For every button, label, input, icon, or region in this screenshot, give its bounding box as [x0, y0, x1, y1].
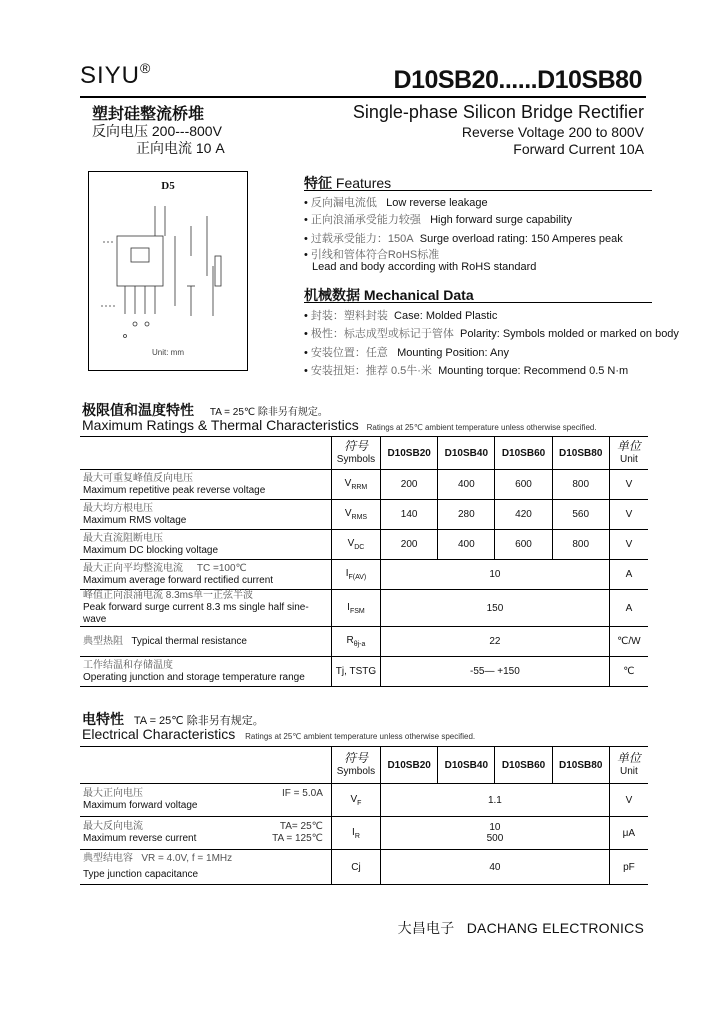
features-rule [304, 190, 652, 191]
row-desc-cn-text: 最大正向电压 [83, 788, 143, 799]
row-sym-sub: F [357, 799, 362, 807]
table-header-row [80, 437, 648, 470]
header-symbols-cn: 符号 [343, 751, 368, 765]
table-row [80, 627, 648, 657]
row-description [80, 530, 331, 560]
row-condition: TC =100℃ [196, 562, 247, 574]
feature-cn: 引线和管体符合RoHS标准 [310, 249, 440, 261]
row-desc-cn: 峰值正向浪涌电流 8.3ms单一正弦半波 [83, 590, 254, 601]
row-desc-cn: 工作结温和存储温度 [83, 659, 173, 671]
row-value: 420 [495, 500, 552, 530]
package-unit-note: Unit: mm [152, 348, 184, 357]
row-sym-sub: θj-a [353, 641, 366, 648]
row-desc-en: Maximum forward voltage [83, 800, 198, 811]
cn-reverse-voltage: 反向电压 200---800V [92, 123, 222, 139]
max-ratings-title-en: Maximum Ratings & Thermal Characteristics [82, 417, 359, 433]
row-sym-sub: R [354, 832, 360, 840]
row-sym-sub: RMS [351, 514, 368, 521]
row-symbol [331, 530, 380, 560]
row-desc-cn: 最大可重复峰值反向电压 [83, 472, 193, 484]
max-ratings-note-en: Ratings at 25℃ ambient temperature unless otherwise specified. [366, 423, 597, 432]
row-description [80, 784, 331, 817]
row-desc-en: Maximum DC blocking voltage [83, 544, 219, 556]
mechanical-item: • 极性：标志成型或标记于管体 Polarity: Symbols molded or marked on body [304, 328, 679, 340]
mechanical-heading-en: Mechanical Data [363, 287, 474, 303]
row-value: 600 [495, 470, 552, 500]
header-d10sb80: D10SB80 [552, 747, 609, 784]
row-desc-cn: 典型热阻 [83, 635, 123, 647]
row-description [80, 657, 331, 687]
header-symbols [331, 437, 380, 470]
header-unit [609, 747, 648, 784]
company-name-cn: 大昌电子 [397, 920, 455, 936]
header-d10sb20: D10SB20 [381, 437, 438, 470]
row-symbol: Cj [331, 850, 380, 885]
row-symbol [331, 627, 380, 657]
row-value-span: 10 [381, 560, 610, 590]
row-description [80, 850, 331, 885]
row-sym: V [347, 538, 355, 549]
mechanical-en: Mounting Position: Any [397, 347, 509, 359]
table-row [80, 817, 648, 850]
electrical-note-en: Ratings at 25℃ ambient temperature unless otherwise specified. [245, 732, 476, 741]
header-d10sb60: D10SB60 [495, 437, 552, 470]
mechanical-cn: 安装扭矩：推荐 0.5牛·米 [310, 365, 432, 377]
row-sym-sub: F(AV) [348, 574, 367, 581]
cn-title: 塑封硅整流桥堆 [92, 106, 205, 123]
row-value-1: 10 [489, 822, 501, 833]
feature-item: • 正向浪涌承受能力较强 High forward surge capability [304, 214, 572, 226]
header-blank [80, 747, 331, 784]
row-desc-en [83, 833, 329, 845]
row-unit: V [609, 784, 648, 817]
header-d10sb40: D10SB40 [438, 437, 495, 470]
mechanical-en: Polarity: Symbols molded or marked on body [460, 328, 679, 340]
mechanical-item: • 封装：塑料封装 Case: Molded Plastic [304, 310, 498, 322]
feature-cn: 过载承受能力：150A [310, 233, 414, 245]
header-d10sb20: D10SB20 [381, 747, 438, 784]
package-label: D5 [161, 180, 175, 192]
mechanical-heading-cn: 机械数据 [304, 287, 360, 303]
row-value: 800 [552, 530, 609, 560]
row-value-2: 500 [486, 833, 504, 844]
brand-name: SIYU [80, 62, 141, 89]
feature-item: • 过载承受能力：150A Surge overload rating: 150 Amperes peak [304, 233, 623, 245]
header-unit-cn: 单位 [616, 751, 641, 765]
row-symbol [331, 817, 380, 850]
row-unit: ℃ [609, 657, 648, 687]
row-unit: A [609, 560, 648, 590]
row-unit: V [609, 500, 648, 530]
header-symbols-cn: 符号 [343, 439, 368, 453]
package-outline-diagram [95, 196, 241, 346]
mechanical-cn: 封装：塑料封装 [310, 310, 388, 322]
header-d10sb80: D10SB80 [552, 437, 609, 470]
row-sym: I [352, 826, 355, 838]
feature-en: Surge overload rating: 150 Amperes peak [419, 233, 623, 245]
mechanical-cn: 安装位置：任意 [310, 347, 388, 359]
row-desc-en: Type junction capacitance [83, 869, 199, 880]
row-desc-cn [83, 821, 329, 833]
max-ratings-note-cn: TA = 25℃ 除非另有规定。 [209, 407, 328, 418]
row-condition: VR = 4.0V, f = 1MHz [141, 853, 233, 864]
table-header-row [80, 747, 648, 784]
feature-cn: 反向漏电流低 [310, 197, 377, 209]
header-blank [80, 437, 331, 470]
row-desc-cn [83, 563, 329, 575]
en-forward-current: Forward Current 10A [513, 141, 644, 157]
electrical-heading-en [82, 726, 475, 742]
row-symbol [331, 500, 380, 530]
row-unit: pF [609, 850, 648, 885]
row-condition: TA= 25℃ [279, 821, 323, 832]
en-title: Single-phase Silicon Bridge Rectifier [352, 102, 644, 122]
row-sym: I [347, 601, 350, 613]
row-value-span: 1.1 [381, 784, 610, 817]
row-sym: V [350, 793, 358, 805]
row-description [80, 500, 331, 530]
header-unit-en: Unit [620, 766, 638, 777]
row-sym-sub: FSM [349, 607, 365, 615]
header-unit [609, 437, 648, 470]
features-heading-cn: 特征 [304, 175, 332, 191]
row-unit: ℃/W [609, 627, 648, 657]
header-unit-cn: 单位 [616, 439, 641, 453]
row-desc-cn-text: 典型结电容 [83, 853, 133, 864]
mechanical-en: Case: Molded Plastic [394, 310, 498, 322]
row-value: 800 [552, 470, 609, 500]
row-value-span: 40 [381, 850, 610, 885]
row-sym: V [344, 478, 352, 489]
row-value-span: 150 [381, 590, 610, 627]
company-footer [398, 918, 644, 938]
row-desc-cn [83, 788, 329, 800]
row-condition-2: TA = 125℃ [272, 833, 323, 844]
feature-en: High forward surge capability [430, 214, 572, 226]
mechanical-en: Mounting torque: Recommend 0.5 N·m [438, 365, 629, 377]
row-value-span: 22 [381, 627, 610, 657]
en-reverse-voltage: Reverse Voltage 200 to 800V [461, 124, 644, 140]
table-row [80, 560, 648, 590]
max-ratings-title-cn: 极限值和温度特性 [82, 402, 194, 418]
row-desc-cn: 最大均方根电压 [83, 502, 153, 514]
row-desc-cn [83, 853, 329, 865]
row-unit: A [609, 590, 648, 627]
row-desc-en: Maximum repetitive peak reverse voltage [83, 484, 266, 496]
row-desc-en: Maximum RMS voltage [83, 514, 187, 526]
brand-logo [80, 62, 151, 90]
table-row [80, 657, 648, 687]
row-sym: V [344, 508, 352, 519]
electrical-title-cn: 电特性 [82, 711, 124, 727]
electrical-note-cn: TA = 25℃ 除非另有规定。 [133, 715, 264, 727]
row-condition: IF = 5.0A [282, 788, 323, 799]
row-unit: V [609, 530, 648, 560]
row-sym-sub: DC [354, 544, 365, 551]
mechanical-item: • 安装扭矩：推荐 0.5牛·米 Mounting torque: Recommend 0.5 N·m [304, 365, 629, 377]
row-description [80, 560, 331, 590]
header-d10sb60: D10SB60 [495, 747, 552, 784]
row-desc-en: Maximum average forward rectified current [83, 574, 274, 586]
table-row [80, 590, 648, 627]
row-desc-en: Typical thermal resistance [131, 635, 247, 647]
header-unit-en: Unit [620, 454, 638, 465]
row-description [80, 627, 331, 657]
header-symbols-en: Symbols [336, 454, 376, 465]
cn-forward-current: 正向电流 10 A [136, 140, 225, 156]
part-range: D10SB20......D10SB80 [393, 66, 642, 94]
row-value: 280 [438, 500, 495, 530]
max-ratings-table [80, 436, 648, 687]
row-symbol: Tj, TSTG [331, 657, 380, 687]
row-value-span: -55— +150 [381, 657, 610, 687]
table-row [80, 500, 648, 530]
row-sym: I [345, 568, 349, 579]
row-value: 200 [381, 530, 438, 560]
row-desc-cn-text: 最大正向平均整流电流 [83, 562, 183, 574]
mechanical-rule [304, 302, 652, 303]
row-unit: μA [609, 817, 648, 850]
mechanical-item: • 安装位置：任意 Mounting Position: Any [304, 347, 509, 359]
features-heading-en: Features [335, 175, 392, 191]
row-sym-sub: RRM [351, 484, 368, 491]
header-rule [80, 96, 646, 98]
table-row [80, 784, 648, 817]
package-drawing [88, 171, 248, 371]
row-description [80, 470, 331, 500]
row-value: 400 [438, 530, 495, 560]
header-d10sb40: D10SB40 [438, 747, 495, 784]
feature-item: • 反向漏电流低 Low reverse leakage [304, 197, 488, 209]
max-ratings-heading-en [82, 417, 597, 433]
row-symbol [331, 470, 380, 500]
row-desc-cn: 最大直流阻断电压 [83, 532, 163, 544]
registered-mark: ® [140, 60, 152, 76]
feature-cn: 正向浪涌承受能力较强 [310, 214, 421, 226]
row-value: 140 [381, 500, 438, 530]
company-name-en: DACHANG ELECTRONICS [466, 920, 644, 936]
row-value: 560 [552, 500, 609, 530]
electrical-table [80, 746, 648, 885]
row-description [80, 817, 331, 850]
mechanical-cn: 极性：标志成型或标记于管体 [310, 328, 454, 340]
row-symbol [331, 590, 380, 627]
header-symbols [331, 747, 380, 784]
row-value-span [381, 817, 610, 850]
row-desc-cn-text: 最大反向电流 [83, 821, 143, 832]
electrical-title-en: Electrical Characteristics [82, 726, 236, 742]
row-desc-en: Peak forward surge current 8.3 ms single half sine-wave [83, 602, 309, 625]
row-symbol [331, 560, 380, 590]
header-symbols-en: Symbols [336, 766, 376, 777]
feature-item: • 引线和管体符合RoHS标准 [304, 249, 440, 261]
table-row [80, 530, 648, 560]
row-value: 600 [495, 530, 552, 560]
feature-en-line: Lead and body according with RoHS standard [312, 261, 537, 273]
row-desc-en-text: Maximum reverse current [83, 833, 197, 844]
row-description [80, 590, 331, 627]
row-value: 400 [438, 470, 495, 500]
row-value: 200 [381, 470, 438, 500]
row-symbol [331, 784, 380, 817]
feature-en: Low reverse leakage [386, 197, 488, 209]
table-row [80, 470, 648, 500]
row-desc-en: Operating junction and storage temperature range [83, 671, 305, 683]
row-sym: R [346, 635, 354, 646]
row-unit: V [609, 470, 648, 500]
table-row [80, 850, 648, 885]
